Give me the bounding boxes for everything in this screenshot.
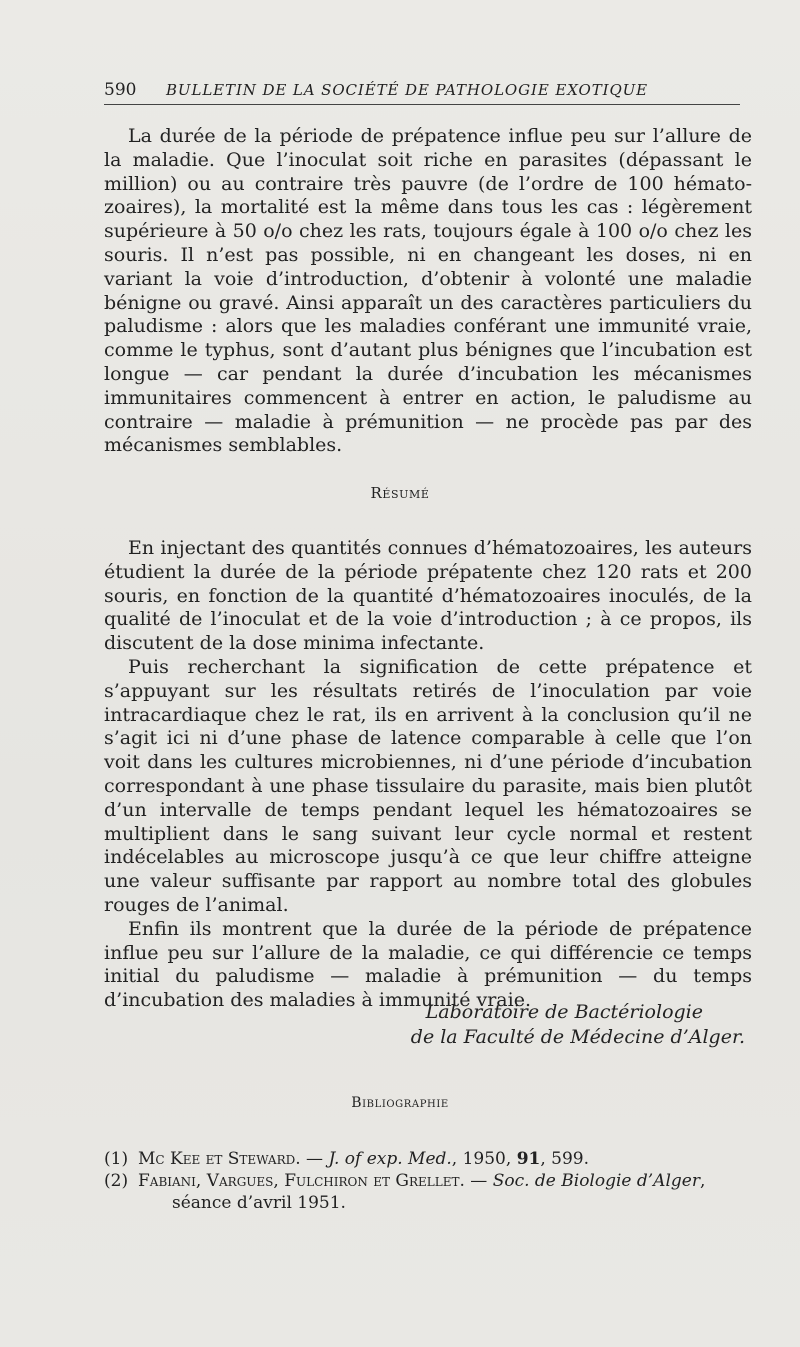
bibliography-list (104, 1148, 752, 1214)
reference-punct: , (699, 1171, 706, 1191)
running-header (104, 80, 744, 100)
reference-text (138, 1148, 752, 1170)
reference-pages: , 599. (540, 1149, 590, 1169)
reference-journal: J. of exp. Med. (328, 1149, 452, 1169)
resume-paragraph-2: Puis recherchant la signification de cette prépatence et s’appuyant sur les résultats retirés de l’inoculation par voie intracardiaque chez le rat, ils en arrivent à la conclusion qu’il ne s’agit ici ni d’une phase de latence comparable à celle que l’on voit dans les cultures microbiennes, ni d’une période d’incubation correspondant à une phase tissulaire du parasite, mais bien plutôt d’un intervalle de temps pendant lequel les hématozoaires se multiplient dans le sang suivant leur cycle normal et restent indécelables au microscope jusqu’à ce que leur chiffre atteigne une valeur suffisante par rapport au nombre total des globules rouges de l’animal. (104, 655, 752, 916)
reference-item (104, 1148, 752, 1170)
reference-volume: 91 (516, 1149, 541, 1169)
journal-title: BULLETIN DE LA SOCIÉTÉ DE PATHOLOGIE EXOTIQUE (166, 81, 649, 99)
intro-section (104, 125, 752, 458)
resume-paragraph-1: En injectant des quantités connues d’hématozoaires, les auteurs étudient la durée de la période prépatente chez 120 rats et 200 souris, en fonction de la quantité d’hématozoaires inoculés, de la qualité de l’inoculat et de la voie d’introduction ; à ce propos, ils discutent de la dose minima infectante. (104, 537, 752, 655)
reference-year: , 1950, (451, 1149, 517, 1169)
reference-continuation: séance d’avril 1951. (172, 1193, 346, 1213)
reference-journal: Soc. de Biologie d’Alger (492, 1171, 700, 1191)
reference-text (138, 1170, 752, 1192)
reference-authors: Mc Kee et Steward. (138, 1149, 301, 1169)
affiliation-line-2: de la Faculté de Médecine d’Alger. (410, 1026, 745, 1048)
reference-authors: Fabiani, Vargues, Fulchiron et Grellet. (138, 1171, 465, 1191)
bibliography-heading: Bibliographie (351, 1095, 449, 1111)
resume-section (104, 537, 752, 1013)
reference-item (104, 1170, 752, 1192)
resume-heading: Résumé (370, 484, 430, 502)
reference-separator: — (300, 1149, 329, 1169)
resume-paragraph-3: Enfin ils montrent que la durée de la période de prépatence influe peu sur l’allure de la maladie, ce qui différencie ce temps initial du paludisme — maladie à prémunition — du temps d’incubation des maladies à immunité vraie. (104, 917, 752, 1012)
affiliation (370, 1000, 745, 1050)
reference-number: (1) (104, 1149, 129, 1169)
reference-number: (2) (104, 1171, 129, 1191)
reference-separator: — (464, 1171, 493, 1191)
intro-paragraph: La durée de la période de prépatence influe peu sur l’allure de la maladie. Que l’inoculat soit riche en parasites (dépassant le million) ou au contraire très pauvre (de l’ordre de 100 hématozoaires), la mortalité est la même dans tous les cas : légèrement supérieure à 50 o/o chez les rats, toujours égale à 100 o/o chez les souris. Il n’est pas possible, ni en changeant les doses, ni en variant la voie d’introduction, d’obtenir à volonté une maladie bénigne ou gravé. Ainsi apparaît un des caractères particuliers du paludisme : alors que les maladies conférant une immunité vraie, comme le typhus, sont d’autant plus bénignes que l’incubation est longue — car pendant la durée d’incubation les mécanismes immunitaires commencent à entrer en action, le paludisme au contraire — maladie à prémunition — ne procède pas par des mécanismes semblables. (104, 125, 752, 457)
affiliation-line-1: Laboratoire de Bactériologie (425, 1001, 703, 1023)
header-rule (104, 104, 740, 105)
page-number: 590 (104, 80, 137, 100)
